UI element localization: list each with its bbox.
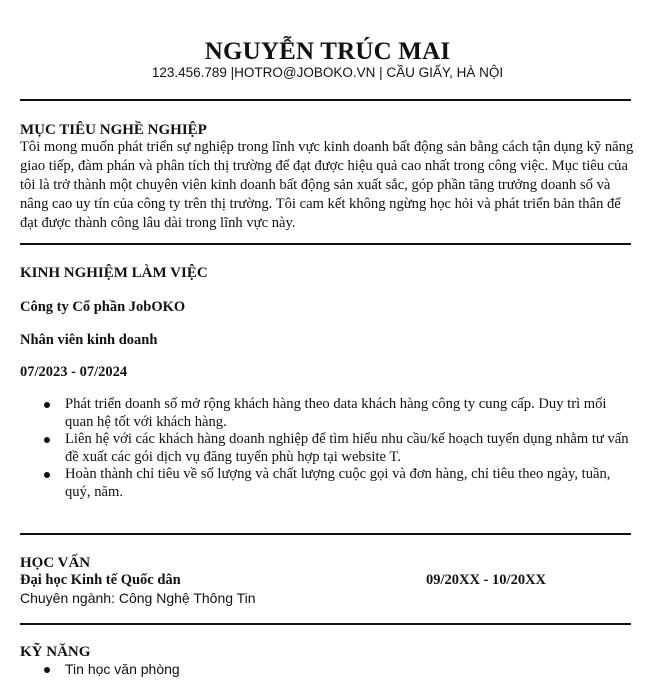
duty-text: Phát triển doanh số mở rộng khách hàng theo data khách hàng công ty cung cấp. Duy trì mối quan hệ tốt với khách hàng. bbox=[65, 396, 607, 430]
skills-list bbox=[20, 661, 632, 679]
job-position: Nhân viên kinh doanh bbox=[20, 332, 158, 348]
candidate-name: NGUYỄN TRÚC MAI bbox=[204, 38, 451, 65]
duty-text: Liên hệ với các khách hàng doanh nghiệp để tìm hiểu nhu cầu/kế hoạch tuyển dụng nhằm tư vấn đề xuất các gói dịch vụ đăng tuyển phù hợp tại website T. bbox=[65, 431, 629, 465]
objective-heading: MỤC TIÊU NGHỀ NGHIỆP bbox=[20, 122, 207, 138]
divider bbox=[20, 533, 631, 535]
skills-heading: KỸ NĂNG bbox=[20, 644, 91, 660]
major: Chuyên ngành: Công Nghệ Thông Tin bbox=[20, 590, 256, 606]
contact-info: 123.456.789 |HOTRO@JOBOKO.VN | CẦU GIẤY, HÀ NỘI bbox=[151, 65, 504, 80]
objective-text: Tôi mong muốn phát triển sự nghiệp trong lĩnh vực kinh doanh bất động sản bằng cách tận dụng kỹ năng giao tiếp, đàm phán và phân tích thị trường để đạt được hiệu quả cao nhất trong công việc. Mục tiêu của tôi là trở thành một chuyên viên kinh doanh bất động sản xuất sắc, góp phần tăng trưởng doanh số và nâng cao uy tín của công ty trên thị trường. Tôi cam kết không ngừng học hỏi và phát triển bản thân để đạt được thành công lâu dài trong lĩnh vực này. bbox=[20, 139, 634, 231]
list-item bbox=[20, 431, 632, 466]
divider bbox=[20, 243, 631, 245]
list-item bbox=[20, 661, 632, 679]
job-period: 07/2023 - 07/2024 bbox=[20, 364, 128, 380]
divider bbox=[20, 623, 631, 625]
bullet-icon bbox=[44, 402, 50, 408]
bullet-icon bbox=[44, 437, 50, 443]
experience-heading: KINH NGHIỆM LÀM VIỆC bbox=[20, 265, 208, 281]
bullet-icon bbox=[44, 667, 50, 673]
skill-text: Tin học văn phòng bbox=[65, 661, 180, 677]
divider bbox=[20, 99, 631, 101]
duty-text: Hoàn thành chỉ tiêu về số lượng và chất lượng cuộc gọi và đơn hàng, chỉ tiêu theo ngày, tuần, quý, năm. bbox=[65, 466, 611, 500]
company-name: Công ty Cổ phần JobOKO bbox=[20, 299, 186, 315]
list-item bbox=[20, 396, 632, 431]
list-item bbox=[20, 466, 632, 501]
school-name: Đại học Kinh tế Quốc dân bbox=[20, 572, 181, 588]
education-period: 09/20XX - 10/20XX bbox=[426, 572, 547, 588]
education-heading: HỌC VẤN bbox=[20, 555, 91, 571]
duties-list bbox=[20, 396, 632, 502]
bullet-icon bbox=[44, 472, 50, 478]
